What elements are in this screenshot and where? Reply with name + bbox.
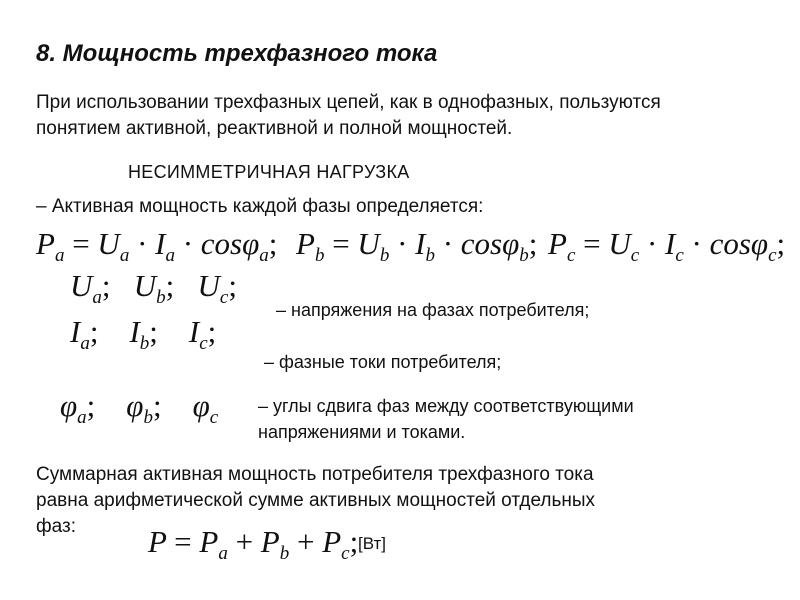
summary-line-3: фаз:: [36, 516, 76, 537]
unit-label: [Вт]: [358, 534, 387, 553]
angles-symbols: $\varphi_a$; $\varphi_b$; $\varphi_c$: [60, 388, 219, 428]
voltages-note: – напряжения на фазах потребителя;: [276, 300, 590, 320]
page-title: 8. Мощность трехфазного тока: [36, 40, 438, 67]
summary-line-1: Суммарная активная мощность потребителя трехфазного тока: [36, 464, 594, 485]
summary-line-2: равна арифметической сумме активных мощностей отдельных: [36, 490, 596, 511]
subheading: НЕСИММЕТРИЧНАЯ НАГРУЗКА: [128, 162, 410, 182]
total-power-formula: $P = P_a + P_b + P_c$;: [148, 524, 359, 564]
currents-note: – фазные токи потребителя;: [264, 352, 502, 372]
active-power-intro: – Активная мощность каждой фазы определяется:: [36, 196, 484, 217]
intro-line-2: понятием активной, реактивной и полной мощностей.: [36, 118, 513, 139]
formula-phase-a: $P_a = U_a \cdot I_a \cdot \cos\varphi_a$;: [36, 226, 278, 266]
angles-note-line-1: – углы сдвига фаз между соответствующими: [258, 396, 634, 416]
intro-line-1: При использовании трехфазных цепей, как в однофазных, пользуются: [36, 92, 661, 113]
formula-phase-c: $P_c = U_c \cdot I_c \cdot \cos\varphi_c$;: [548, 226, 786, 266]
formula-phase-b: $P_b = U_b \cdot I_b \cdot \cos\varphi_b$;: [296, 226, 538, 266]
voltages-symbols: $U_a$; $U_b$; $U_c$;: [70, 268, 237, 308]
currents-symbols: $I_a$; $I_b$; $I_c$;: [70, 314, 217, 354]
angles-note-line-2: напряжениями и токами.: [258, 422, 466, 442]
